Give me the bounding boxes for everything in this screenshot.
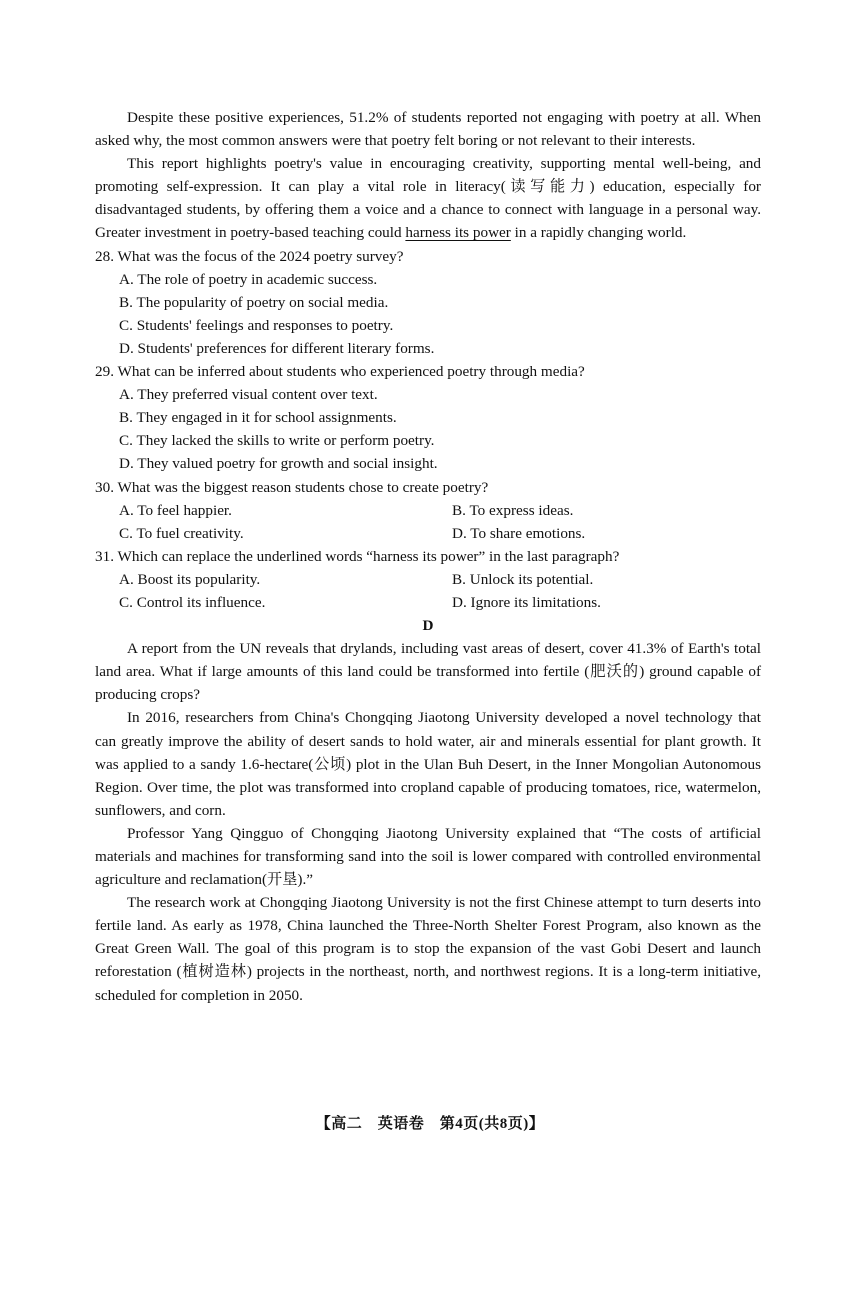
question-stem: 30. What was the biggest reason students chose to create poetry? xyxy=(95,478,489,496)
answer-option: C. They lacked the skills to write or perform poetry. xyxy=(119,432,435,450)
passage-d-paragraph: In 2016, researchers from China's Chongqing Jiaotong University developed a novel technology that can greatly improve the ability of desert sands to hold water, air and minerals essential for plant growth. It was applied to a sandy 1.6-hectare(公顷) plot in the Ulan Buh Desert, in the Inner Mongolian Autonomous Region. Over time, the plot was transformed into cropland capable of producing tomatoes, rice, watermelon, sunflowers, and corn. xyxy=(95,709,761,819)
passage-d-paragraph: The research work at Chongqing Jiaotong University is not the first Chinese attempt to turn deserts into fertile land. As early as 1978, China launched the Three-North Shelter Forest Program, also known as the Great Green Wall. The goal of this program is to stop the expansion of the vast Gobi Desert and launch reforestation (植树造林) projects in the northeast, north, and northwest regions. It is a long-term initiative, scheduled for completion in 2050. xyxy=(95,894,761,1004)
passage-c-paragraph: Despite these positive experiences, 51.2% of students reported not engaging with poetry at all. When asked why, the most common answers were that poetry felt boring or not relevant to their interests. xyxy=(95,109,761,150)
option-row xyxy=(119,522,761,545)
answer-option: A. To feel happier. xyxy=(119,501,232,519)
answer-option: B. They engaged in it for school assignments. xyxy=(119,409,397,427)
option-row xyxy=(119,499,761,522)
answer-option: C. To fuel creativity. xyxy=(119,524,244,542)
answer-option: A. They preferred visual content over text. xyxy=(119,386,378,404)
answer-option: D. Students' preferences for different literary forms. xyxy=(119,339,435,357)
page-footer: 【高二 英语卷 第4页(共8页)】 xyxy=(315,1116,545,1132)
option-row xyxy=(119,568,761,591)
answer-option: A. Boost its popularity. xyxy=(119,570,261,588)
paragraph-text: in a rapidly changing world. xyxy=(510,224,687,242)
passage-d-paragraph: A report from the UN reveals that drylands, including vast areas of desert, cover 41.3% of Earth's total land area. What if large amounts of this land could be transformed into fertile (肥沃的) ground capable of producing crops? xyxy=(95,640,761,704)
option-row xyxy=(119,591,761,614)
answer-option: D. Ignore its limitations. xyxy=(452,593,601,611)
underlined-phrase: harness its power xyxy=(405,224,511,242)
answer-option: B. To express ideas. xyxy=(452,501,574,519)
answer-option: D. To share emotions. xyxy=(452,524,586,542)
answer-option: C. Control its influence. xyxy=(119,593,266,611)
question-stem: 31. Which can replace the underlined words “harness its power” in the last paragraph? xyxy=(95,547,620,565)
section-heading: D xyxy=(422,617,434,635)
page-content xyxy=(95,106,761,1007)
passage-c-paragraph xyxy=(95,152,761,244)
answer-option: B. The popularity of poetry on social media. xyxy=(119,293,389,311)
answer-option: B. Unlock its potential. xyxy=(452,570,594,588)
answer-option: A. The role of poetry in academic success. xyxy=(119,270,378,288)
paragraph-text: This report highlights poetry's value in encouraging creativity, supporting mental well-being, and promoting self-expression. It can play a vital role in literacy(读写能力) education, especially for disadvantaged students, by offering them a voice and a chance to connect with language in a personal way. Greater investment in poetry-based teaching could xyxy=(95,155,761,242)
question-stem: 28. What was the focus of the 2024 poetry survey? xyxy=(95,247,404,265)
answer-option: C. Students' feelings and responses to poetry. xyxy=(119,316,394,334)
question-stem: 29. What can be inferred about students who experienced poetry through media? xyxy=(95,363,585,381)
passage-d-paragraph: Professor Yang Qingguo of Chongqing Jiaotong University explained that “The costs of artificial materials and machines for transforming sand into the soil is lower compared with controlled environmental agriculture and reclamation(开垦).” xyxy=(95,824,761,889)
answer-option: D. They valued poetry for growth and social insight. xyxy=(119,455,438,473)
